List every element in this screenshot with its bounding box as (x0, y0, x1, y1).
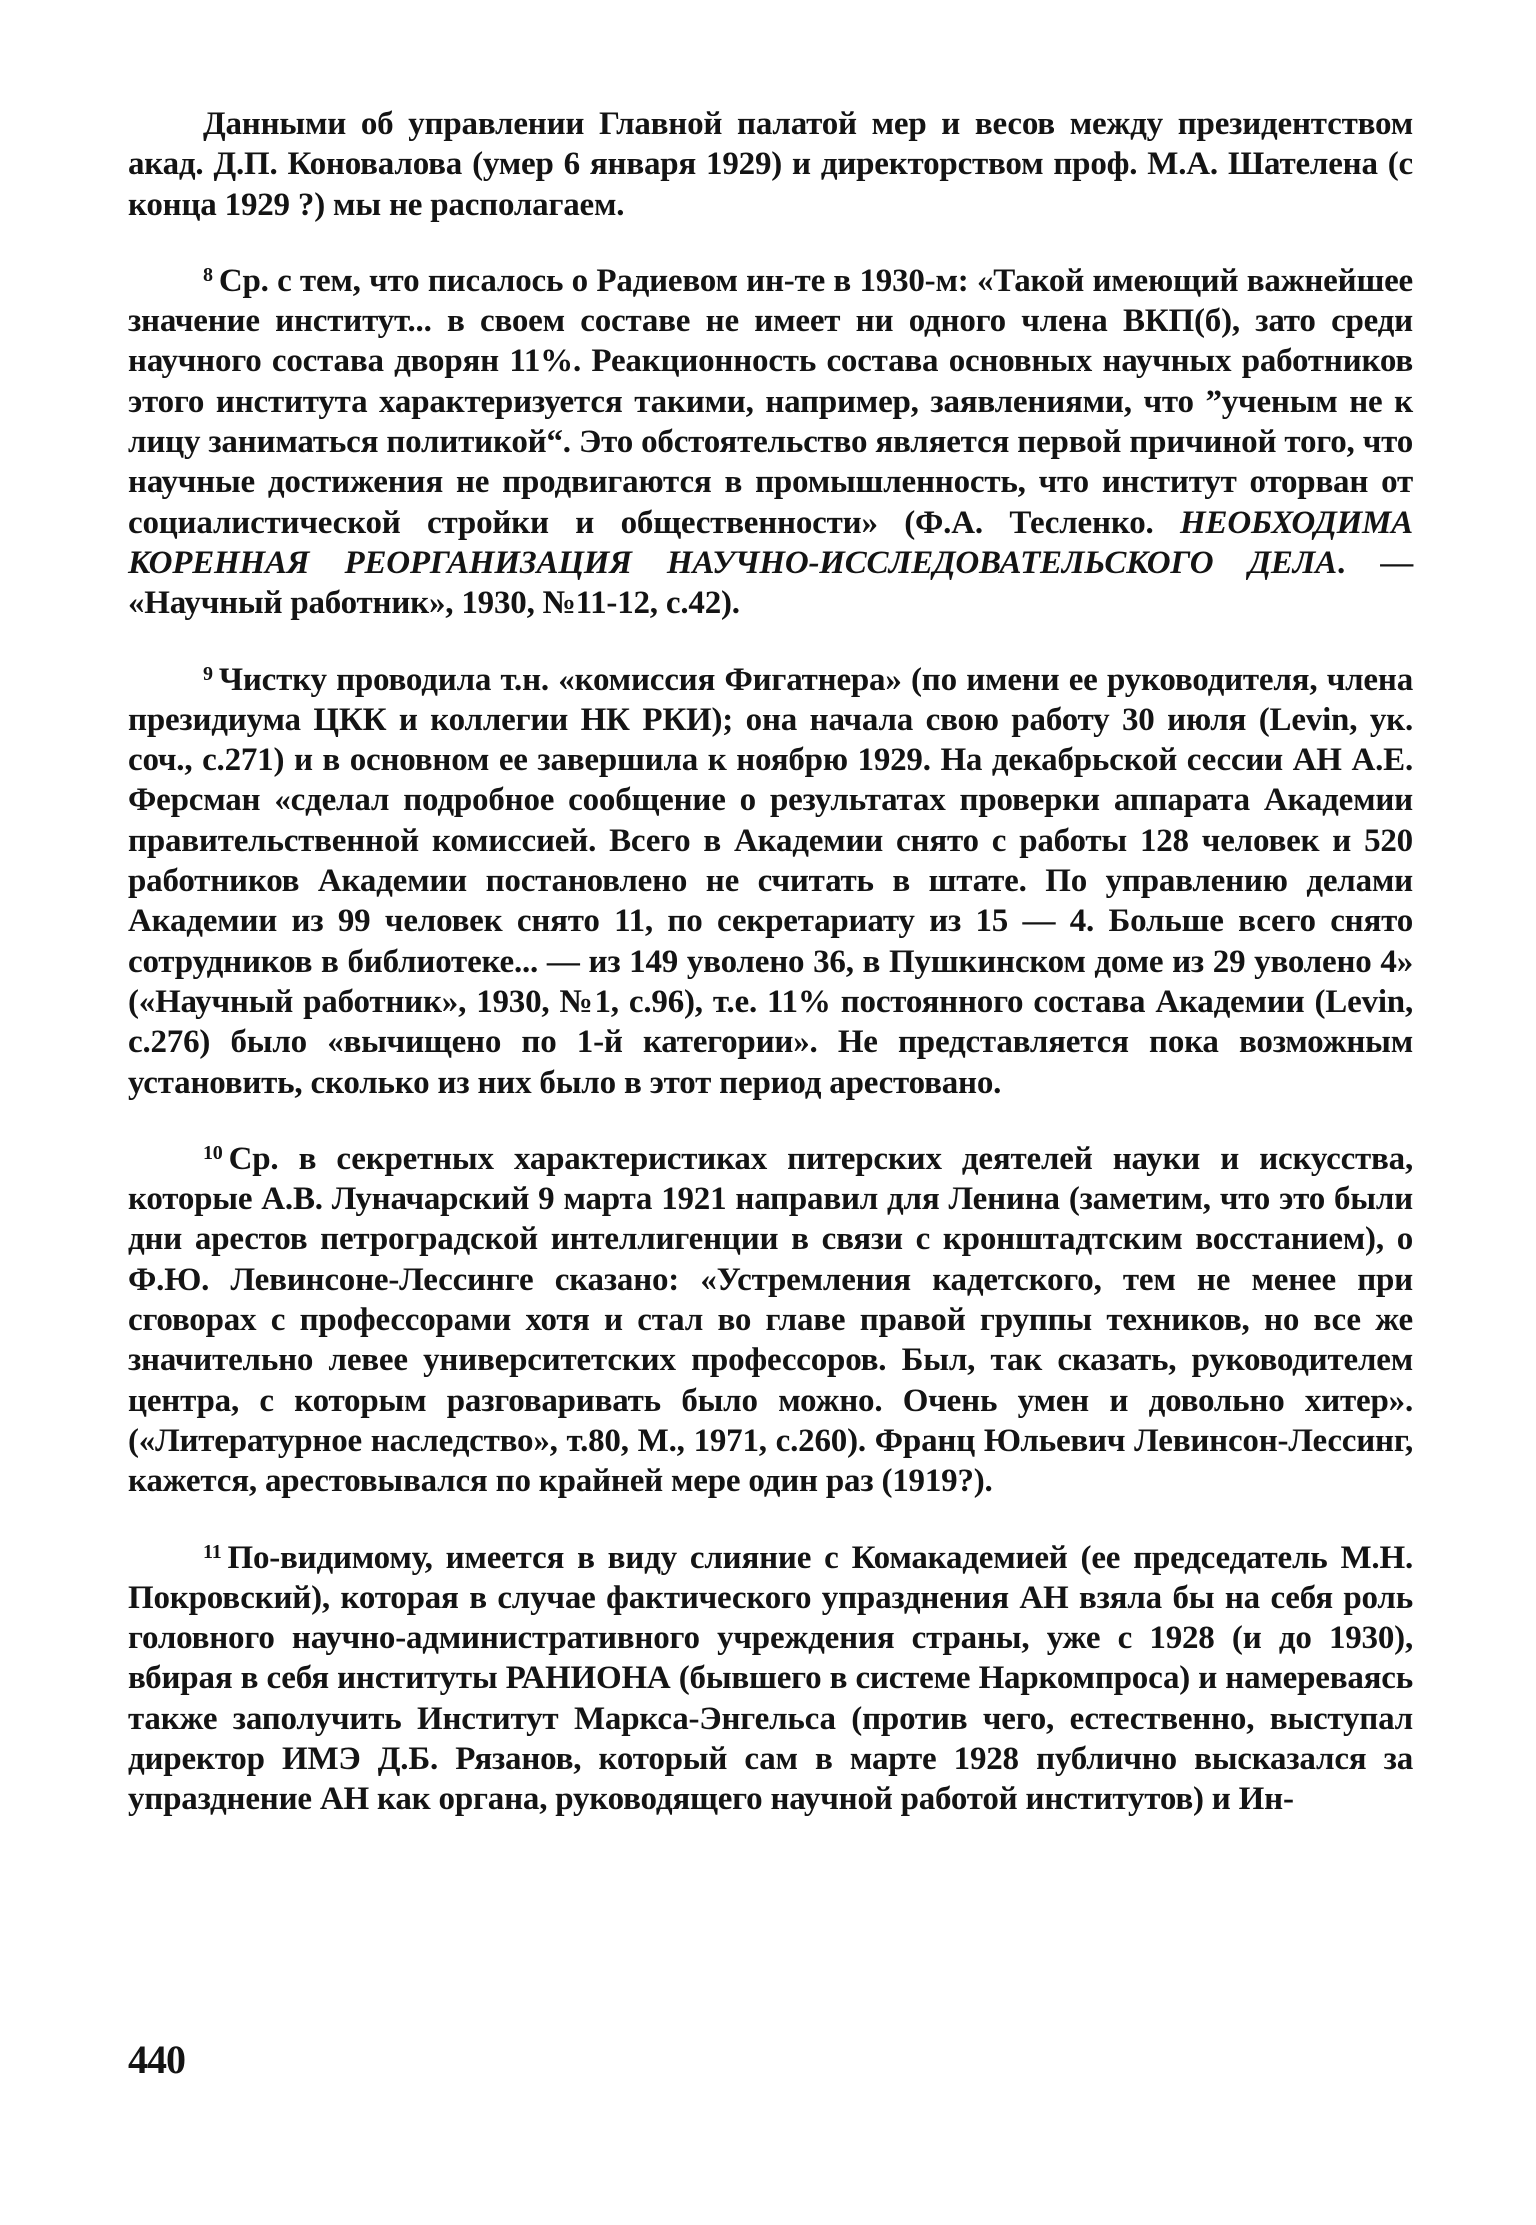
footnote-8-number: 8 (203, 263, 213, 286)
footnote-11-text: По-видимому, имеется в виду слияние с Комакадемией (ее председатель М.Н. Покровский), которая в случае фактического упразднения АН взяла бы на себя роль головного научно-административного учреждения страны, уже с 1928 (и до 1930), вбирая в себя институты РАНИОНА (бывшего в системе Наркомпроса) и намереваясь также заполучить Институт Маркса-Энгельса (против чего, естественно, выступал директор ИМЭ Д.Б. Рязанов, который сам в марте 1928 публично высказался за упразднение АН как органа, руководящего научной работой институтов) и Ин- (128, 1539, 1413, 1818)
footnote-10 (128, 1139, 1413, 1502)
footnote-8 (128, 261, 1413, 624)
footnote-10-text: Ср. в секретных характеристиках питерских деятелей науки и искусства, которые А.В. Луначарский 9 марта 1921 направил для Ленина (заметим, что это были дни арестов петроградской интеллигенции в связи с кронштадтским восстанием), о Ф.Ю. Левинсоне-Лессинге сказано: «Устремления кадетского, тем не менее при сговорах с профессорами хотя и стал во главе правой группы техников, но все же значительно левее университетских профессоров. Был, так сказать, руководителем центра, с которым разговаривать было можно. Очень умен и довольно хитер». («Литературное наследство», т.80, М., 1971, с.260). Франц Юльевич Левинсон-Лессинг, кажется, арестовывался по крайней мере один раз (1919?). (128, 1140, 1413, 1500)
footnote-9-text: Чистку проводила т.н. «комиссия Фигатнера» (по имени ее руководителя, члена президиума ЦКК и коллегии НК РКИ); она начала свою работу 30 июля (Levin, ук. соч., с.271) и в основном ее завершила к ноябрю 1929. На декабрьской сессии АН А.Е. Ферсман «сделал подробное сообщение о результатах проверки аппарата Академии правительственной комиссией. Всего в Академии снято с работы 128 человек и 520 работников Академии постановлено не считать в штате. По управлению делами Академии из 99 человек снято 11, по секретариату из 15 — 4. Больше всего снято сотрудников в библиотеке... — из 149 уволено 36, в Пушкинском доме из 29 уволено 4» («Научный работник», 1930, №1, с.96), т.е. 11% постоянного состава Академии (Levin, с.276) было «вычищено по 1-й категории». Не представляется пока возможным установить, сколько из них было в этот период арестовано. (128, 661, 1413, 1101)
footnote-11-number: 11 (203, 1540, 222, 1563)
intro-paragraph: Данными об управлении Главной палатой мер и весов между президентством акад. Д.П. Коновалова (умер 6 января 1929) и директорством проф. М.А. Шателена (с конца 1929 ?) мы не располагаем. (128, 106, 1413, 223)
footnote-8-article-title: НЕОБХОДИМА КОРЕННАЯ РЕОРГАНИЗАЦИЯ НАУЧНО-ИССЛЕДОВАТЕЛЬСКОГО ДЕЛА (128, 504, 1413, 581)
footnote-9-number: 9 (203, 662, 213, 685)
footnote-8-text: Ср. с тем, что писалось о Радиевом ин-те в 1930-м: «Такой имеющий важнейшее значение институт... в своем составе не имеет ни одного члена ВКП(б), зато среди научного состава дворян 11%. Реакционность состава основных научных работников этого института характеризуется такими, например, заявлениями, что ”ученым не к лицу заниматься политикой“. Это обстоятельство является первой причиной того, что научные достижения не продвигаются в промышленность, что институт оторван от социалистической стройки и общественности» (Ф.А. Тесленко. (128, 262, 1413, 541)
footnote-8-citation: . — «Научный работник», 1930, №11-12, с.42). (128, 544, 1413, 622)
footnote-9 (128, 660, 1413, 1103)
footnote-10-number: 10 (203, 1141, 223, 1164)
page-number: 440 (128, 2037, 185, 2082)
page-body (128, 104, 1413, 1820)
footnote-11 (128, 1538, 1413, 1820)
